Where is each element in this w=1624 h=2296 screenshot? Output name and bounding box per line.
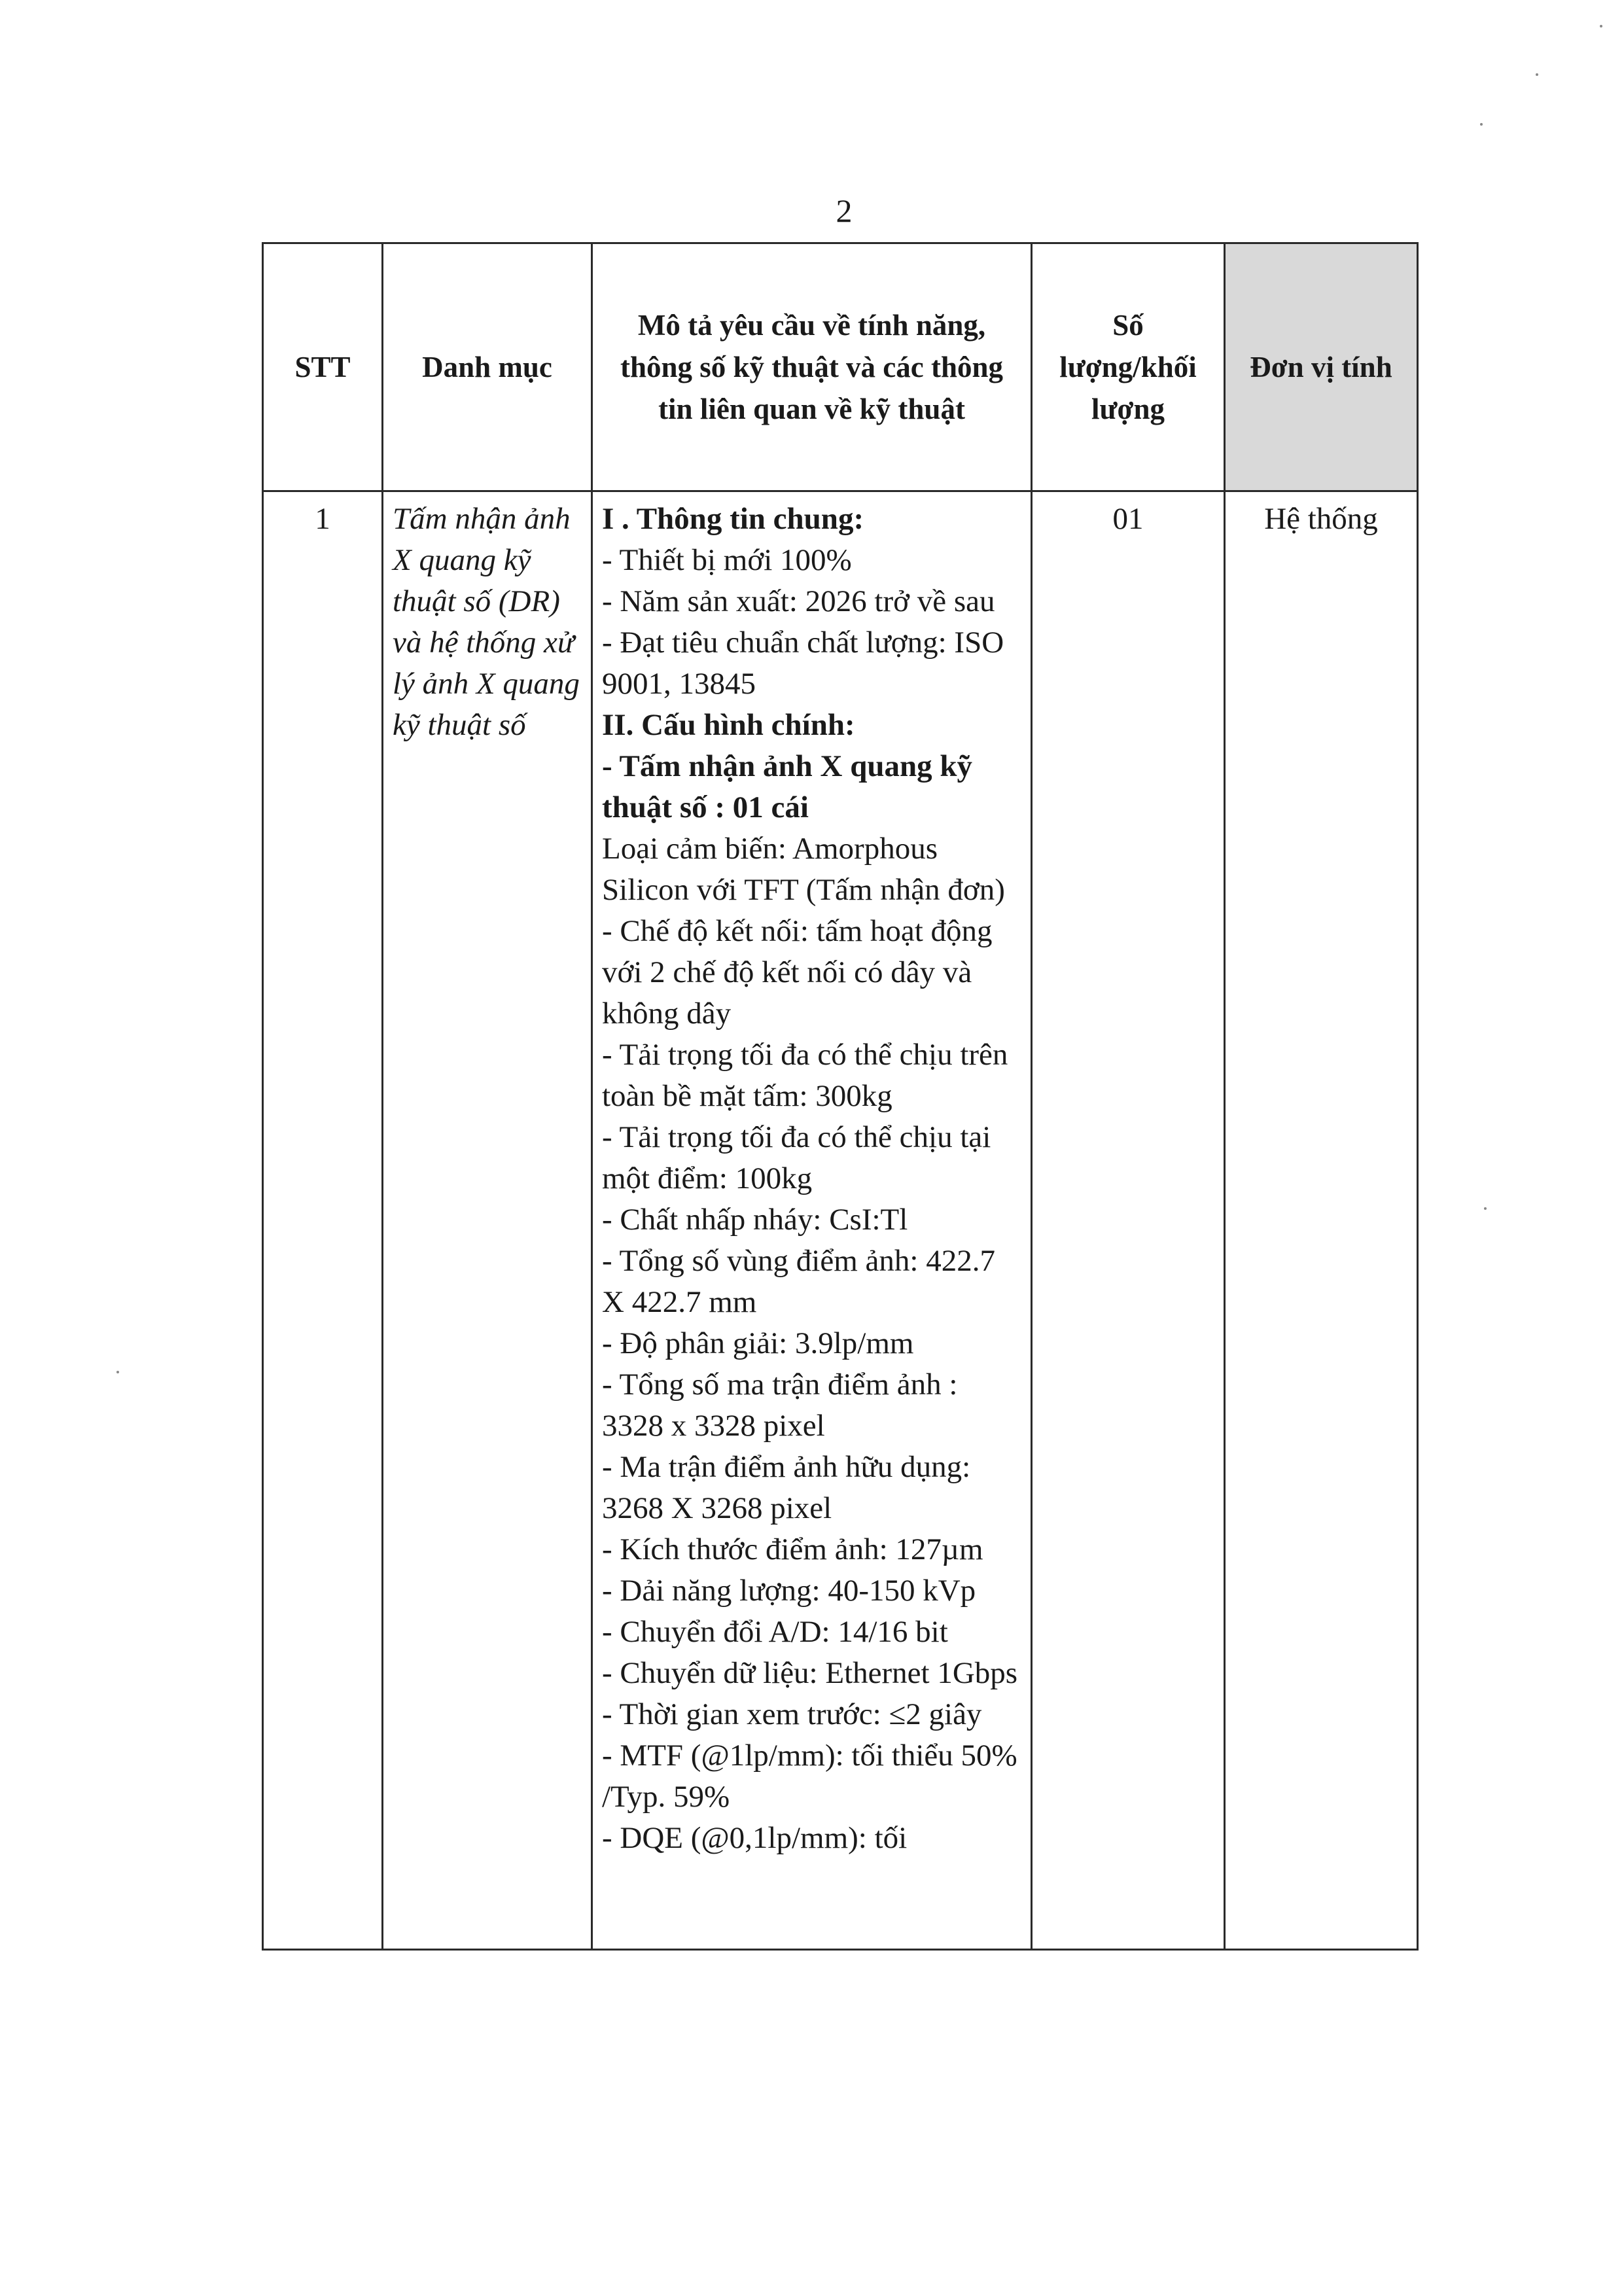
- section-general-title: I . Thông tin chung:: [602, 502, 864, 536]
- spec-item: - Thời gian xem trước: ≤2 giây: [602, 1697, 982, 1731]
- cell-quantity: 01: [1032, 491, 1225, 1950]
- table-row: [263, 491, 1418, 1950]
- spec-item: - Kích thước điểm ảnh: 127µm: [602, 1532, 983, 1566]
- spec-item: - DQE (@0,1lp/mm): tối: [602, 1821, 908, 1855]
- spec-item: - Độ phân giải: 3.9lp/mm: [602, 1326, 914, 1360]
- header-quantity: Số lượng/khối lượng: [1032, 243, 1225, 491]
- scan-speck: [116, 1371, 119, 1373]
- subsection-detector-title: - Tấm nhận ảnh X quang kỹ thuật số : 01 cái: [602, 749, 972, 824]
- scan-speck: [1536, 73, 1538, 76]
- general-item: - Đạt tiêu chuẩn chất lượng: ISO 9001, 13845: [602, 626, 1004, 701]
- spec-table: [262, 242, 1419, 1951]
- general-item: - Thiết bị mới 100%: [602, 543, 852, 577]
- table-header-row: [263, 243, 1418, 491]
- cell-stt: 1: [263, 491, 383, 1950]
- spec-item: - Chuyển đổi A/D: 14/16 bit: [602, 1615, 948, 1649]
- spec-item: - Chế độ kết nối: tấm hoạt động với 2 chế độ kết nối có dây và không dây: [602, 914, 993, 1031]
- spec-item: - Dải năng lượng: 40-150 kVp: [602, 1574, 976, 1608]
- spec-item: - Tải trọng tối đa có thể chịu tại một điểm: 100kg: [602, 1120, 991, 1195]
- spec-item: - Chuyển dữ liệu: Ethernet 1Gbps: [602, 1656, 1018, 1690]
- spec-item: - Ma trận điểm ảnh hữu dụng: 3268 X 3268 pixel: [602, 1450, 971, 1525]
- header-category: Danh mục: [383, 243, 592, 491]
- spec-item: - Tổng số vùng điểm ảnh: 422.7 X 422.7 mm: [602, 1244, 995, 1319]
- header-stt: STT: [263, 243, 383, 491]
- spec-item: - MTF (@1lp/mm): tối thiểu 50% /Typ. 59%: [602, 1739, 1017, 1814]
- scan-speck: [1600, 25, 1602, 27]
- page-number: 2: [836, 192, 853, 229]
- scan-speck: [1484, 1207, 1487, 1210]
- spec-item: - Tải trọng tối đa có thể chịu trên toàn bề mặt tấm: 300kg: [602, 1038, 1008, 1113]
- cell-category: Tấm nhận ảnh X quang kỹ thuật số (DR) và hệ thống xử lý ảnh X quang kỹ thuật số: [383, 491, 592, 1950]
- spec-item: Loại cảm biến: Amorphous Silicon với TFT (Tấm nhận đơn): [602, 832, 1005, 907]
- section-config-title: II. Cấu hình chính:: [602, 708, 855, 742]
- header-description: Mô tả yêu cầu về tính năng, thông số kỹ thuật và các thông tin liên quan về kỹ thuật: [592, 243, 1032, 491]
- cell-unit: Hệ thống: [1225, 491, 1418, 1950]
- cell-description: [592, 491, 1032, 1950]
- spec-item: - Tổng số ma trận điểm ảnh : 3328 x 3328 pixel: [602, 1368, 958, 1443]
- general-item: - Năm sản xuất: 2026 trở về sau: [602, 584, 995, 618]
- header-unit: Đơn vị tính: [1225, 243, 1418, 491]
- spec-item: - Chất nhấp nháy: CsI:Tl: [602, 1203, 908, 1237]
- scan-speck: [1480, 123, 1483, 126]
